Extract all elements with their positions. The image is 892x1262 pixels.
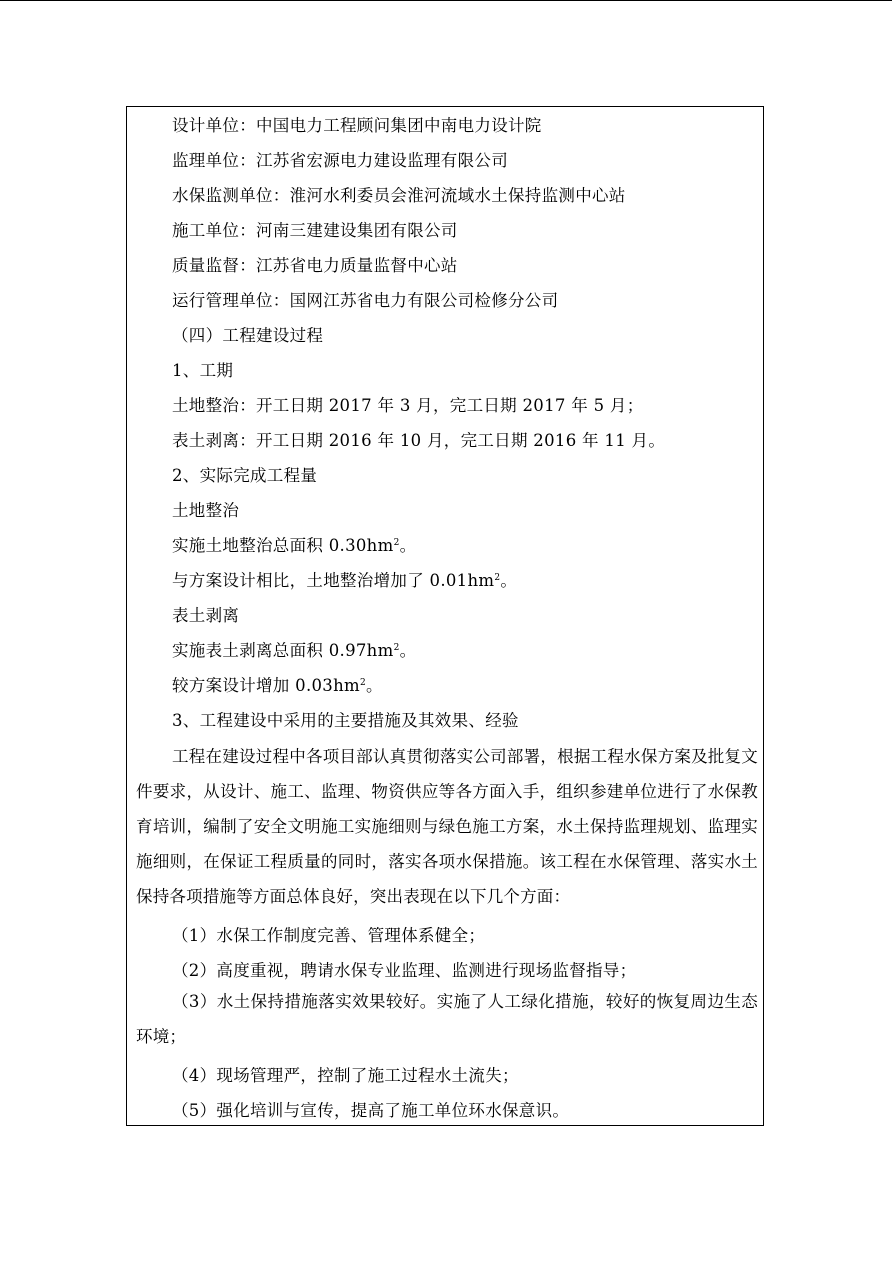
topsoil-compare-line: 较方案设计增加 $0.03hm^2$。	[172, 676, 383, 695]
quantities-heading: 2、实际完成工程量	[172, 466, 318, 485]
top-border-rule	[0, 0, 892, 1]
supervision-unit-line: 监理单位：江苏省宏源电力建设监理有限公司	[172, 151, 508, 170]
measure-item-5: （5）强化培训与宣传，提高了施工单位环水保意识。	[172, 1101, 570, 1120]
land-schedule-line: 土地整治：开工日期 2017 年 3 月，完工日期 2017 年 5 月；	[172, 396, 644, 415]
measure-item-3: （3）水土保持措施落实效果较好。实施了人工绿化措施，较好的恢复周边生态环境；	[136, 992, 758, 1046]
topsoil-schedule-line: 表土剥离：开工日期 2016 年 10 月，完工日期 2016 年 11 月。	[172, 431, 666, 450]
quality-supervision-line: 质量监督：江苏省电力质量监督中心站	[172, 256, 458, 275]
topsoil-total-line: 实施表土剥离总面积 $0.97hm^2$。	[172, 641, 417, 660]
land-title: 土地整治	[172, 501, 240, 520]
construction-unit-line: 施工单位：河南三建建设集团有限公司	[172, 221, 458, 240]
measure-item-1: （1）水保工作制度完善、管理体系健全；	[172, 926, 486, 945]
measure-item-2: （2）高度重视，聘请水保专业监理、监测进行现场监督指导；	[172, 961, 637, 980]
section-4-title: （四）工程建设过程	[172, 326, 324, 345]
schedule-heading: 1、工期	[172, 361, 234, 380]
operation-unit-line: 运行管理单位：国网江苏省电力有限公司检修分公司	[172, 291, 559, 310]
land-total-line: 实施土地整治总面积 $0.30hm^2$。	[172, 536, 417, 555]
measures-paragraph: 工程在建设过程中各项目部认真贯彻落实公司部署，根据工程水保方案及批复文件要求，从设计、施工、监理、物资供应等各方面入手，组织参建单位进行了水保教育培训，编制了安全文明施工实施细则与绿色施工方案，水土保持监理规划、监理实施细则，在保证工程质量的同时，落实各项水保措施。该工程在水保管理、落实水土保持各项措施等方面总体良好，突出表现在以下几个方面：	[136, 747, 758, 906]
measure-item-4: （4）现场管理严，控制了施工过程水土流失；	[172, 1066, 519, 1085]
monitoring-unit-line: 水保监测单位：淮河水利委员会淮河流域水土保持监测中心站	[172, 186, 626, 205]
measures-heading: 3、工程建设中采用的主要措施及其效果、经验	[172, 711, 519, 730]
design-unit-line: 设计单位：中国电力工程顾问集团中南电力设计院	[172, 116, 542, 135]
land-compare-line: 与方案设计相比，土地整治增加了 $0.01hm^2$。	[172, 571, 518, 590]
topsoil-title: 表土剥离	[172, 606, 240, 625]
